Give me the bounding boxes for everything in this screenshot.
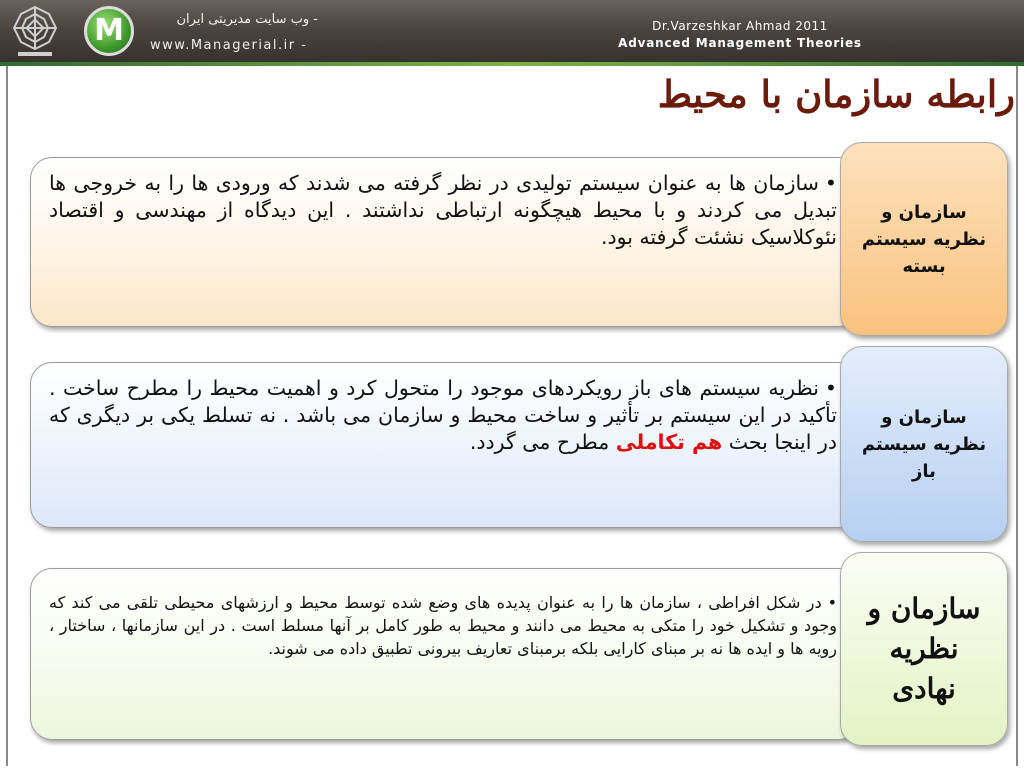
institutional-text [49,591,837,660]
open-system-content-box [30,362,860,528]
open-system-label [840,346,1008,542]
open-system-text [49,375,837,456]
open-system-paragraph-start: نظریه سیستم های باز رویکردهای موجود را متحول کرد و اهمیت محیط را مطرح ساخت . تأکید در این سیستم بر تأثیر و ساخت محیط و سازمان می باشد . نه تسلط یکی بر دیگری که در اینجا بحث [49,376,837,454]
frame-right-border [1016,66,1018,766]
institutional-content-box [30,568,860,740]
bullet-icon: • [824,376,837,400]
frame-left-border [6,66,8,766]
closed-system-text [49,170,837,251]
site-name: - وب سایت مدیریتی ایران [176,12,318,27]
author-info [600,16,880,54]
bullet-icon: • [824,171,837,195]
co-evolution-highlight: هم تکاملی [615,430,723,454]
header-bar [0,0,1024,66]
institutional-label-text: سازمان و نظریه نهادی [867,592,981,705]
closed-system-content-box [30,157,860,327]
course-name: Advanced Management Theories [618,36,862,50]
closed-system-label-text: سازمان و نظریه سیستم بسته [861,201,987,277]
site-logo[interactable]: M [84,6,134,56]
institutional-label [840,552,1008,746]
slide-title: رابطه سازمان با محیط [657,72,1015,116]
open-system-label-text: سازمان و نظریه سیستم باز [861,406,987,482]
closed-system-label [840,142,1008,336]
emblem-logo-icon [4,4,66,60]
site-url-link[interactable]: www.Managerial.ir - [150,38,308,53]
bullet-icon: • [827,593,837,612]
closed-system-paragraph: سازمان ها به عنوان سیستم تولیدی در نظر گرفته می شدند که ورودی ها را به خروجی ها تبدیل می کردند و با محیط هیچگونه ارتباطی نداشتند . این دیدگاه از مهندسی و اقتصاد نئوکلاسیک نشئت گرفته بود. [49,171,837,249]
institutional-paragraph: در شکل افراطی ، سازمان ها را به عنوان پدیده های وضع شده توسط محیط و ارزشهای محیطی تلقی می کند که وجود و تشکیل خود را متکی به محیط می دانند و محیط به طور کامل بر آنها مسلط است . در این سازمانها ، ساختار ، رویه ها و ایده ها نه بر مبنای کارایی بلکه برمبنای تعاریف بیرونی تطبیق داده می شوند. [49,593,837,658]
author-name: Dr.Varzeshkar Ahmad 2011 [652,19,828,33]
open-system-paragraph-end: مطرح می گردد. [469,430,610,454]
